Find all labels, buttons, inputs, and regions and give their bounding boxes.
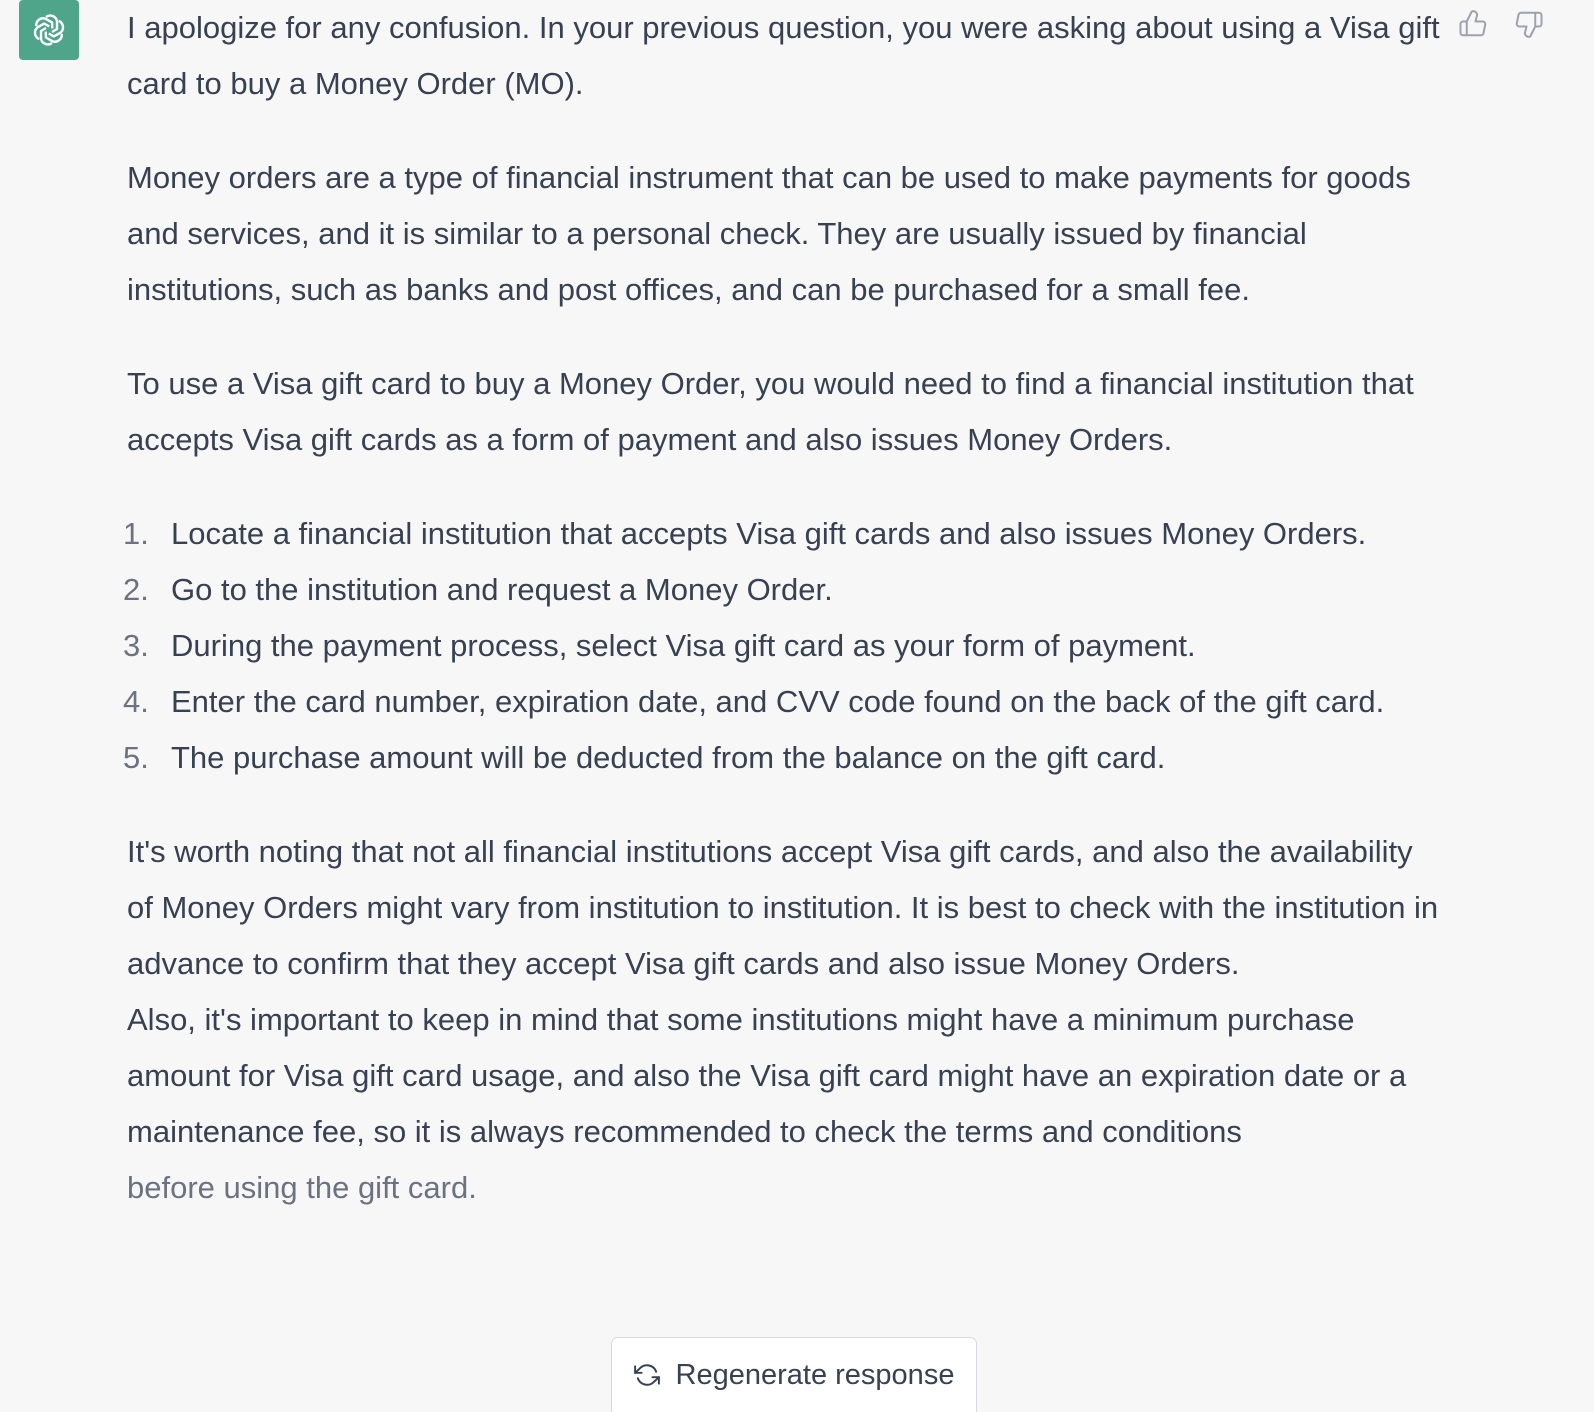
list-item [123, 674, 1447, 730]
paragraph-how-to: To use a Visa gift card to buy a Money Order, you would need to find a financial institution that accepts Visa gift cards as a form of payment and also issues Money Orders. [127, 366, 1414, 457]
refresh-icon [634, 1362, 660, 1388]
list-item [123, 506, 1447, 562]
list-item [123, 562, 1447, 618]
thumbs-down-icon [1514, 9, 1544, 39]
list-item-text: During the payment process, select Visa gift card as your form of payment. [171, 628, 1196, 663]
list-item-text: Locate a financial institution that accepts Visa gift cards and also issues Money Orders. [171, 516, 1367, 551]
list-number: 4. [123, 684, 149, 719]
paragraph-reminder-tail: before using the gift card. [127, 1170, 477, 1205]
list-item-text: The purchase amount will be deducted from the balance on the gift card. [171, 740, 1166, 775]
list-item-text: Go to the institution and request a Money Order. [171, 572, 833, 607]
list-item [123, 730, 1447, 786]
thumbs-down-button[interactable] [1511, 6, 1547, 42]
assistant-avatar [19, 0, 79, 60]
steps-list [123, 506, 1447, 786]
list-number: 5. [123, 740, 149, 775]
list-number: 3. [123, 628, 149, 663]
paragraph-money-orders: Money orders are a type of financial instrument that can be used to make payments for goods and services, and it is similar to a personal check. They are usually issued by financial institutions, such as banks and post offices, and can be purchased for a small fee. [127, 160, 1411, 307]
paragraph-intro: I apologize for any confusion. In your previous question, you were asking about using a Visa gift card to buy a Money Order (MO). [127, 10, 1440, 101]
paragraph-reminder [127, 992, 1447, 1216]
thumbs-up-icon [1458, 9, 1488, 39]
paragraph-reminder-text: Also, it's important to keep in mind that some institutions might have a minimum purchase amount for Visa gift card usage, and also the Visa gift card might have an expiration date or a maintenance fee, so it is always recommended to check the terms and conditions [127, 1002, 1407, 1149]
list-item [123, 618, 1447, 674]
list-number: 2. [123, 572, 149, 607]
regenerate-response-button[interactable] [611, 1337, 977, 1412]
message-content [123, 0, 1447, 1216]
paragraph-note: It's worth noting that not all financial institutions accept Visa gift cards, and also the availability of Money Orders might vary from institution to institution. It is best to check with the institution in advance to confirm that they accept Visa gift cards and also issue Money Orders. [127, 834, 1439, 981]
openai-logo-icon [28, 9, 70, 51]
list-number: 1. [123, 516, 149, 551]
list-item-text: Enter the card number, expiration date, and CVV code found on the back of the gift card. [171, 684, 1385, 719]
thumbs-up-button[interactable] [1455, 6, 1491, 42]
regenerate-label: Regenerate response [675, 1358, 955, 1391]
